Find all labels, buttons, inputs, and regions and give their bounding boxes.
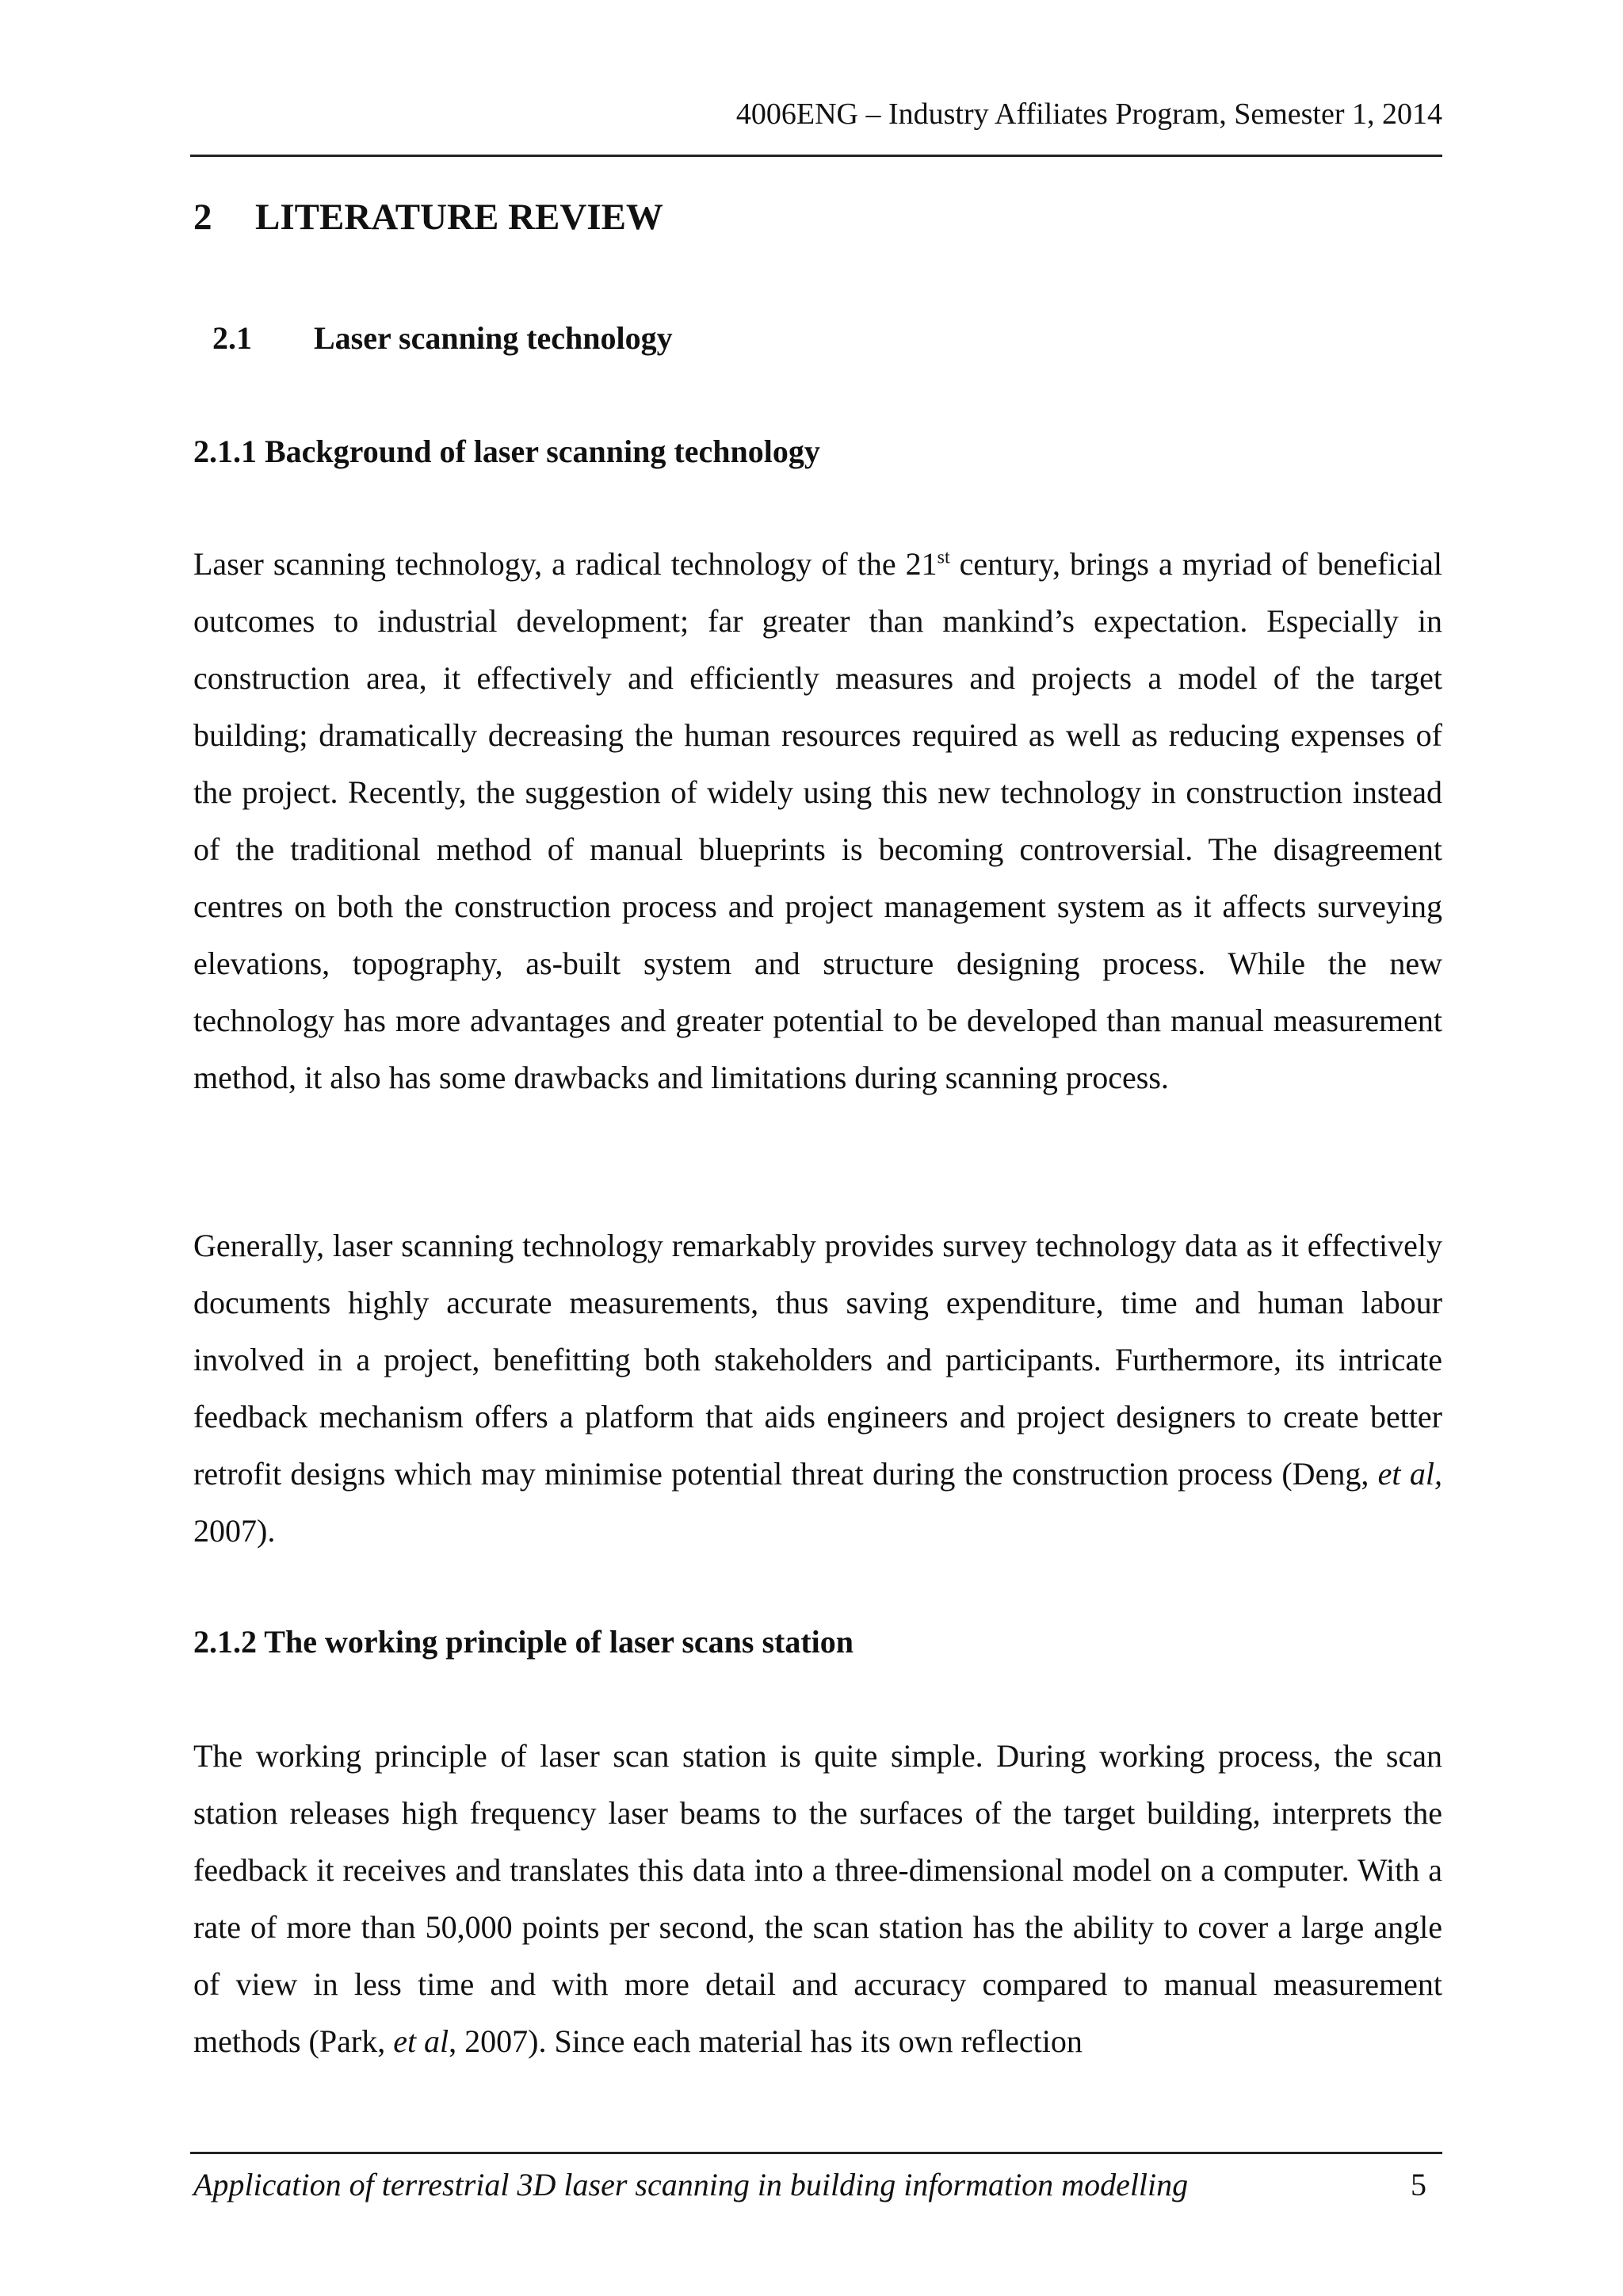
chapter-title: LITERATURE REVIEW <box>255 197 663 238</box>
section-number: 2.1 <box>212 320 252 356</box>
citation-italic: et al, <box>1377 1456 1442 1492</box>
paragraph-background <box>193 536 1442 1106</box>
page-number: 5 <box>1411 2167 1426 2202</box>
paragraph-text: century, brings a myriad of beneficial outcomes to industrial development; far greater than mankind’s expectation. Especially in construction area, it effectively and efficiently measures and projects a model of the target building; dramatically decreasing the human resources required as well as reducing expenses of the project. Recently, the suggestion of widely using this new technology in construction instead of the traditional method of manual blueprints is becoming controversial. The disagreement centres on both the construction process and project management system as it affects surveying elevations, topography, as-built system and structure designing process. While the new technology has more advantages and greater potential to be developed than manual measurement method, it also has some drawbacks and limitations during scanning process. <box>193 546 1442 1095</box>
superscript: st <box>937 547 950 568</box>
paragraph-text: , 2007). Since each material has its own reflection <box>449 2023 1083 2059</box>
paragraph-text: 2007). <box>193 1513 276 1549</box>
chapter-number: 2 <box>193 197 212 238</box>
footer-title: Application of terrestrial 3D laser scanning in building information modelling <box>193 2167 1189 2202</box>
subsection-heading-working-principle: 2.1.2 The working principle of laser scans station <box>193 1624 854 1660</box>
paragraph-text: Laser scanning technology, a radical technology of the 21 <box>193 546 938 582</box>
page-footer <box>190 2152 1442 2215</box>
chapter-heading <box>193 193 663 241</box>
paragraph-working-principle <box>193 1728 1442 2070</box>
paragraph-text: The working principle of laser scan station is quite simple. During working process, the scan station releases high frequency laser beams to the surfaces of the target building, interprets the feedback it receives and translates this data into a three-dimensional model on a computer. With a rate of more than 50,000 points per second, the scan station has the ability to cover a large angle of view in less time and with more detail and accuracy compared to manual measurement methods (Park, <box>193 1738 1442 2059</box>
subsection-heading-background: 2.1.1 Background of laser scanning technology <box>193 434 820 469</box>
running-header-text: 4006ENG – Industry Affiliates Program, Semester 1, 2014 <box>735 97 1442 131</box>
section-heading <box>212 317 673 360</box>
paragraph-generally <box>193 1217 1442 1560</box>
section-title: Laser scanning technology <box>314 320 673 356</box>
page-header <box>190 94 1442 157</box>
paragraph-text: Generally, laser scanning technology remarkably provides survey technology data as it effectively documents highly accurate measurements, thus saving expenditure, time and human labour involved in a project, benefitting both stakeholders and participants. Furthermore, its intricate feedback mechanism offers a platform that aids engineers and project designers to create better retrofit designs which may minimise potential threat during the construction process (Deng, <box>193 1228 1442 1492</box>
citation-italic: et al <box>393 2023 449 2059</box>
